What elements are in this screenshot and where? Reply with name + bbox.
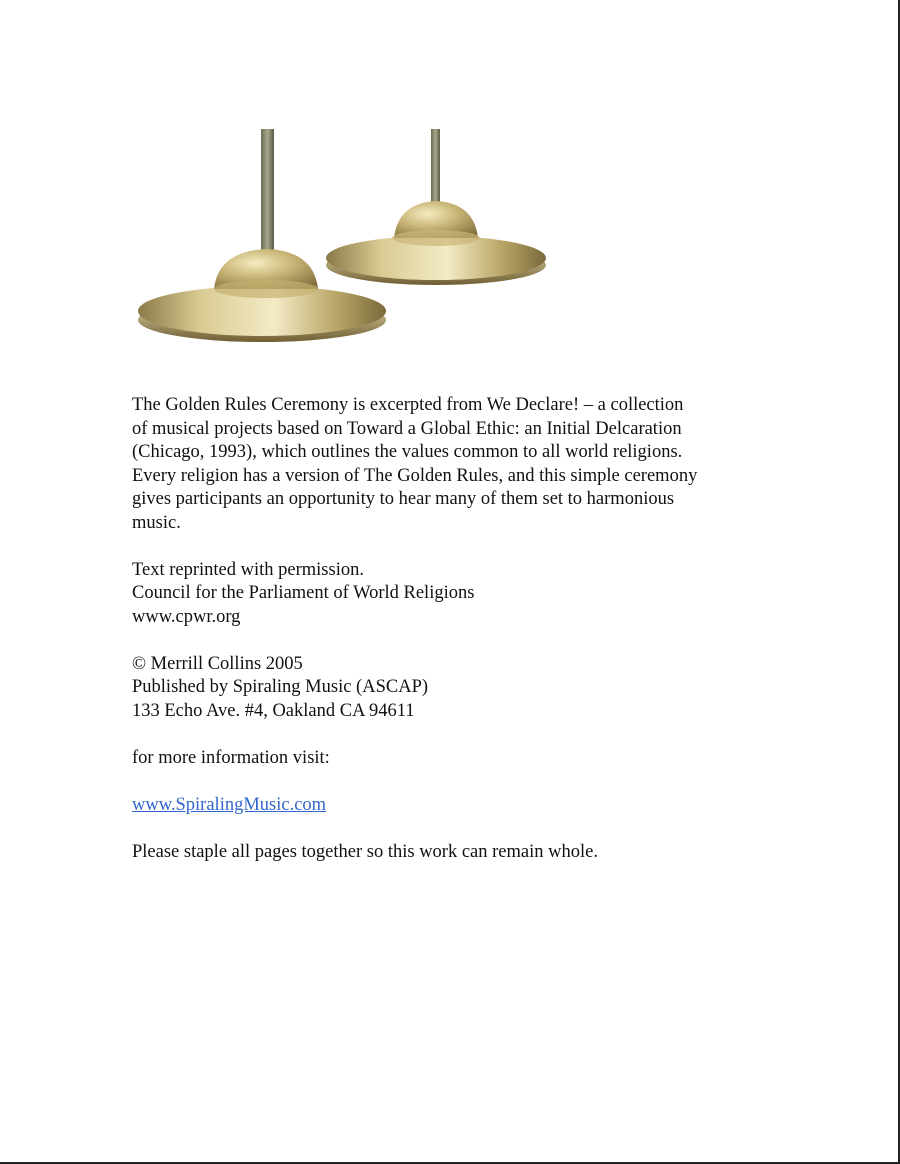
description-line: gives participants an opportunity to hear many of them set to harmonious — [132, 489, 675, 509]
publisher-name: Published by Spiraling Music (ASCAP) — [132, 677, 429, 697]
organization-name: Council for the Parliament of World Religions — [132, 583, 475, 603]
description-line: Every religion has a version of The Golden Rules, and this simple ceremony — [132, 465, 698, 486]
spiraling-music-link[interactable]: www.SpiralingMusic.com — [132, 794, 327, 815]
copyright-notice: © Merrill Collins 2005 — [132, 653, 303, 674]
description-line: of musical projects based on Toward a Global Ethic: an Initial Delcaration — [132, 418, 682, 439]
more-info-label: for more information visit: — [132, 747, 330, 768]
permission-text: Text reprinted with permission. — [132, 559, 364, 580]
description-line: (Chicago, 1993), which outlines the values common to all world religions. — [132, 442, 683, 462]
description-line: music. — [132, 512, 181, 533]
staple-note: Please staple all pages together so this work can remain whole. — [132, 841, 598, 862]
left-cymbal — [138, 129, 386, 342]
publisher-address: 133 Echo Ave. #4, Oakland CA 94611 — [132, 700, 415, 721]
description-line: The Golden Rules Ceremony is excerpted from We Declare! – a collection — [132, 395, 684, 415]
finger-cymbals-image — [130, 125, 560, 350]
organization-url: www.cpwr.org — [132, 606, 241, 627]
publisher-paragraph — [132, 653, 772, 724]
permission-paragraph — [132, 559, 772, 630]
page-text — [132, 394, 772, 864]
right-cymbal — [326, 129, 546, 285]
description-paragraph — [132, 394, 772, 535]
